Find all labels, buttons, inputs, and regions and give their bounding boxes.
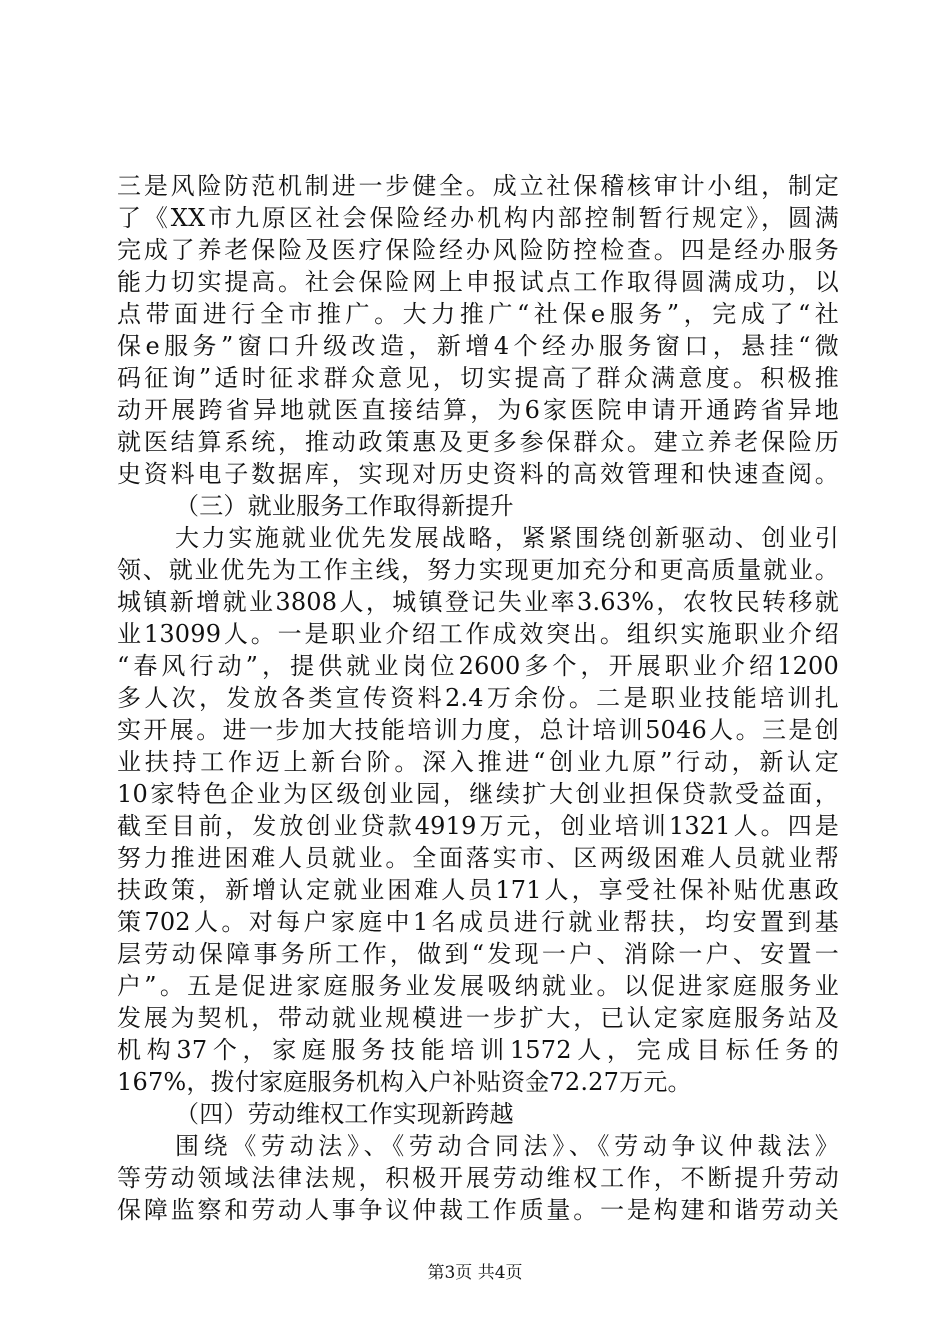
body-text-line: 10家特色企业为区级创业园，继续扩大创业担保贷款受益面， xyxy=(117,780,839,808)
section-heading: （四）劳动维权工作实现新跨越 xyxy=(175,1100,514,1128)
body-text-line: 围绕《劳动法》、《劳动合同法》、《劳动争议仲裁法》 xyxy=(175,1132,839,1160)
body-text-line: 户”。五是促进家庭服务业发展吸纳就业。以促进家庭服务业 xyxy=(117,972,839,1000)
body-text-line: 能力切实提高。社会保险网上申报试点工作取得圆满成功，以 xyxy=(117,268,839,296)
body-text-line: 三是风险防范机制进一步健全。成立社保稽核审计小组，制定 xyxy=(117,172,839,200)
body-text-line: 保e服务”窗口升级改造，新增4个经办服务窗口，悬挂“微 xyxy=(117,332,839,360)
body-text-line: 史资料电子数据库，实现对历史资料的高效管理和快速查阅。 xyxy=(117,460,839,488)
body-text-line: 167%，拨付家庭服务机构入户补贴资金72.27万元。 xyxy=(117,1068,692,1096)
body-text-line: 多人次，发放各类宣传资料2.4万余份。二是职业技能培训扎 xyxy=(117,684,839,712)
body-text-line: 码征询”适时征求群众意见，切实提高了群众满意度。积极推 xyxy=(117,364,839,392)
body-text-line: 城镇新增就业3808人，城镇登记失业率3.63%，农牧民转移就 xyxy=(117,588,839,616)
section-heading: （三）就业服务工作取得新提升 xyxy=(175,492,514,520)
body-text-line: 大力实施就业优先发展战略，紧紧围绕创新驱动、创业引 xyxy=(175,524,839,552)
body-text-line: 实开展。进一步加大技能培训力度，总计培训5046人。三是创 xyxy=(117,716,839,744)
page-footer: 第3页 共4页 xyxy=(427,1263,523,1283)
body-text-line: 发展为契机，带动就业规模进一步扩大，已认定家庭服务站及 xyxy=(117,1004,839,1032)
body-text-line: 点带面进行全市推广。大力推广“社保e服务”，完成了“社 xyxy=(117,300,839,328)
body-text-line: 层劳动保障事务所工作，做到“发现一户、消除一户、安置一 xyxy=(117,940,839,968)
body-text-line: 保障监察和劳动人事争议仲裁工作质量。一是构建和谐劳动关 xyxy=(117,1196,839,1224)
body-text-line: 等劳动领域法律法规，积极开展劳动维权工作，不断提升劳动 xyxy=(117,1164,839,1192)
body-text-line: 截至目前，发放创业贷款4919万元，创业培训1321人。四是 xyxy=(117,812,839,840)
body-text-line: 动开展跨省异地就医直接结算，为6家医院申请开通跨省异地 xyxy=(117,396,839,424)
document-body xyxy=(117,170,839,1226)
body-text-line: 了《XX市九原区社会保险经办机构内部控制暂行规定》，圆满 xyxy=(117,204,839,232)
body-text-line: 业13099人。一是职业介绍工作成效突出。组织实施职业介绍 xyxy=(117,620,839,648)
body-text-line: 领、就业优先为工作主线，努力实现更加充分和更高质量就业。 xyxy=(117,556,839,584)
body-text-line: 业扶持工作迈上新台阶。深入推进“创业九原”行动，新认定 xyxy=(117,748,839,776)
body-text-line: 就医结算系统，推动政策惠及更多参保群众。建立养老保险历 xyxy=(117,428,839,456)
body-text-line: 完成了养老保险及医疗保险经办风险防控检查。四是经办服务 xyxy=(117,236,839,264)
body-text-line: 扶政策，新增认定就业困难人员171人，享受社保补贴优惠政 xyxy=(117,876,839,904)
body-text-line: 策702人。对每户家庭中1名成员进行就业帮扶，均安置到基 xyxy=(117,908,839,936)
body-text-line: “春风行动”，提供就业岗位2600多个，开展职业介绍1200 xyxy=(117,652,839,680)
body-text-line: 努力推进困难人员就业。全面落实市、区两级困难人员就业帮 xyxy=(117,844,839,872)
body-text-line: 机构37个，家庭服务技能培训1572人，完成目标任务的 xyxy=(117,1036,839,1064)
